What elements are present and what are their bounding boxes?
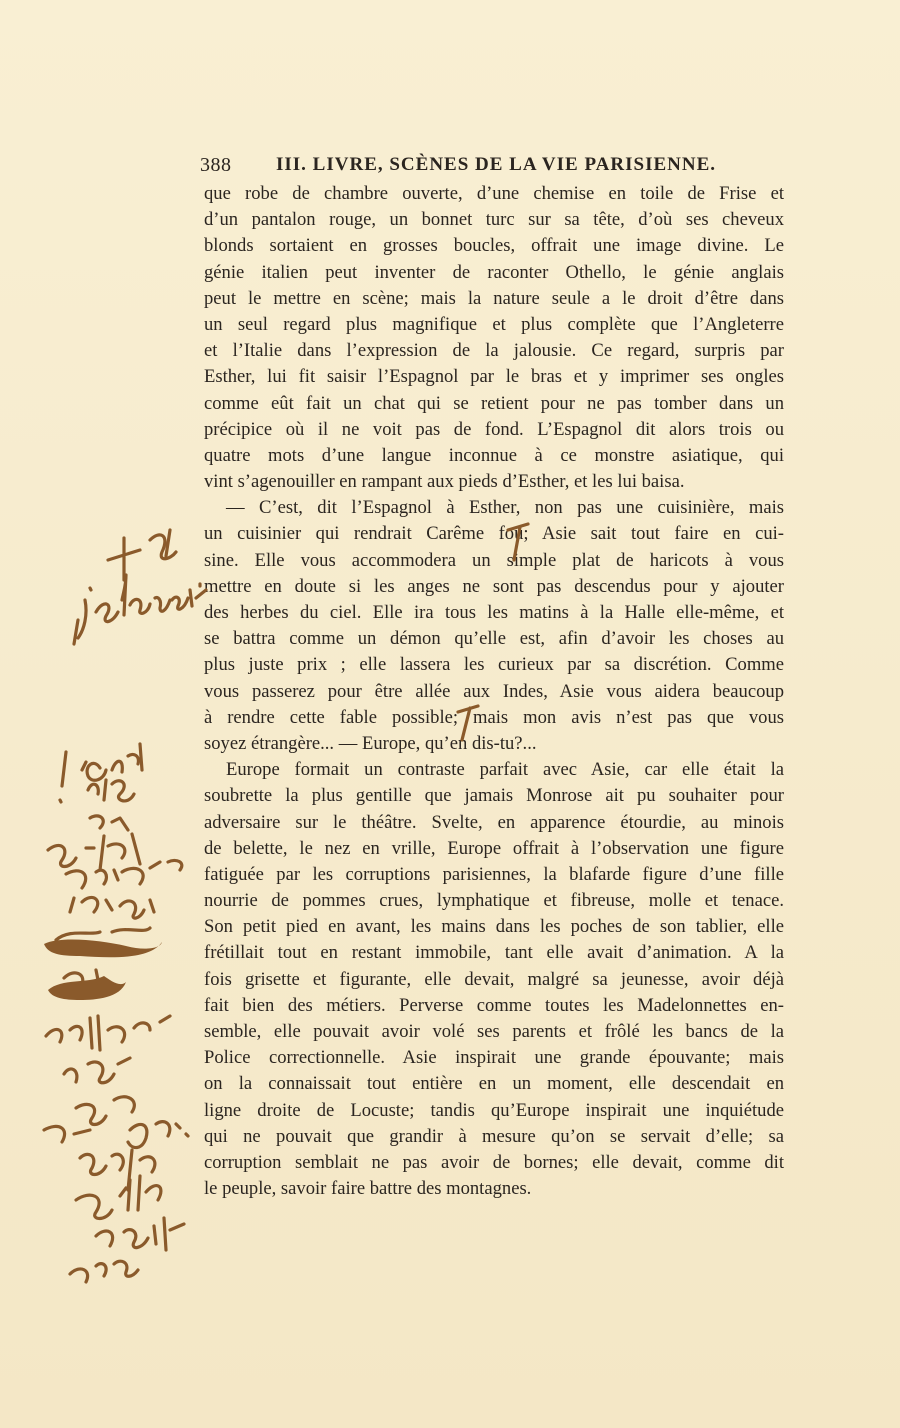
text-line: mettre en doute si les anges ne sont pas descendus pour y ajouter (204, 575, 784, 597)
text-line: blonds sortaient en grosses boucles, offrait une image divine. Le (204, 235, 784, 257)
text-line: à rendre cette fable possible; mais mon avis n’est pas que vous (204, 706, 784, 728)
text-line: ligne droite de Locuste; tandis qu’Europe inspirait une inquiétude (204, 1099, 784, 1121)
text-line: d’un pantalon rouge, un bonnet turc sur sa tête, d’où ses cheveux (204, 209, 784, 231)
text-line: fait bien des métiers. Perverse comme toutes les Madelonnettes en- (204, 994, 784, 1016)
text-line: et l’Italie dans l’expression de la jalousie. Ce regard, surpris par (204, 340, 784, 362)
text-line: Europe formait un contraste parfait avec Asie, car elle était la (226, 759, 784, 781)
text-line: quatre mots d’une langue inconnue à ce monstre asiatique, qui (204, 444, 784, 466)
text-line: qui ne pouvait que grandir à mesure qu’on se servait d’elle; sa (204, 1125, 784, 1147)
text-line: comme eût fait un chat qui se retient pour ne pas tomber dans un (204, 392, 784, 414)
text-line: corruption semblait ne pas avoir de bornes; elle devait, comme dit (204, 1151, 784, 1173)
text-line: plus juste prix ; elle lassera les curieux par sa discrétion. Comme (204, 654, 784, 676)
text-line: Esther, lui fit saisir l’Espagnol par le bras et y imprimer ses ongles (204, 366, 784, 388)
text-line: de belette, le nez en vrille, Europe offrait à l’observation une figure (204, 837, 784, 859)
text-line: que robe de chambre ouverte, d’une chemise en toile de Frise et (204, 183, 784, 204)
text-line: Police correctionnelle. Asie inspirait une grande épouvante; mais (204, 1047, 784, 1069)
text-line: fatiguée par les corruptions parisiennes, la blafarde figure d’une fille (204, 863, 784, 885)
text-line: un cuisinier qui rendrait Carême fou; Asie sait tout faire en cui- (204, 523, 784, 545)
text-line: adversaire sur le théâtre. Svelte, en apparence étourdie, au minois (204, 811, 784, 833)
annotation-parisienne (44, 744, 188, 1282)
text-line: Son petit pied en avant, les mains dans les poches de son tablier, elle (204, 916, 784, 938)
running-head: III. LIVRE, SCÈNES DE LA VIE PARISIENNE. (276, 154, 717, 175)
body-text (204, 181, 784, 1202)
text-line: génie italien peut inventer de raconter Othello, le génie anglais (204, 261, 784, 283)
text-line: nourrie de pommes crues, lymphatique et fibreuse, molle et tenace. (204, 890, 784, 912)
text-line: semble, elle pouvait avoir volé ses parents et frôlé les bancs de la (204, 1021, 784, 1042)
text-line: vint s’agenouiller en rampant aux pieds d’Esther, et les lui baisa. (204, 471, 685, 493)
text-line: on la connaissait tout entière en un moment, elle descendait en (204, 1073, 784, 1095)
text-line: peut le mettre en scène; mais la nature seule a le droit d’être dans (204, 287, 784, 309)
text-line: se battra comme un démon qu’elle est, afin d’avoir les choses au (204, 628, 784, 650)
page-header (200, 150, 790, 180)
text-line: le peuple, savoir faire battre des montagnes. (204, 1178, 532, 1200)
text-line: soubrette la plus gentille que jamais Monrose ait pu souhaiter pour (204, 785, 784, 807)
text-line: vous passerez pour être allée aux Indes, Asie vous aidera beaucoup (204, 680, 784, 702)
text-line: sine. Elle vous accommodera un simple plat de haricots à vous (204, 549, 784, 571)
text-line: précipice où il ne voit pas de fond. L’Espagnol dit alors trois ou (204, 418, 784, 440)
text-line: soyez étrangère... — Europe, qu’en dis-tu?... (204, 732, 537, 754)
text-line: des herbes du ciel. Elle ira tous les matins à la Halle elle-même, et (204, 602, 784, 623)
text-line: un seul regard plus magnifique et plus complète que l’Angleterre (204, 313, 784, 335)
text-line: — C’est, dit l’Espagnol à Esther, non pas une cuisinière, mais (226, 497, 784, 519)
annotation-jalousie (74, 530, 206, 644)
page-number: 388 (200, 154, 232, 176)
text-line: fois grisette et figurante, elle devait, malgré sa jeunesse, avoir déjà (204, 968, 784, 990)
text-line: frétillait tout en restant immobile, tant elle avait d’animation. A la (204, 942, 784, 964)
